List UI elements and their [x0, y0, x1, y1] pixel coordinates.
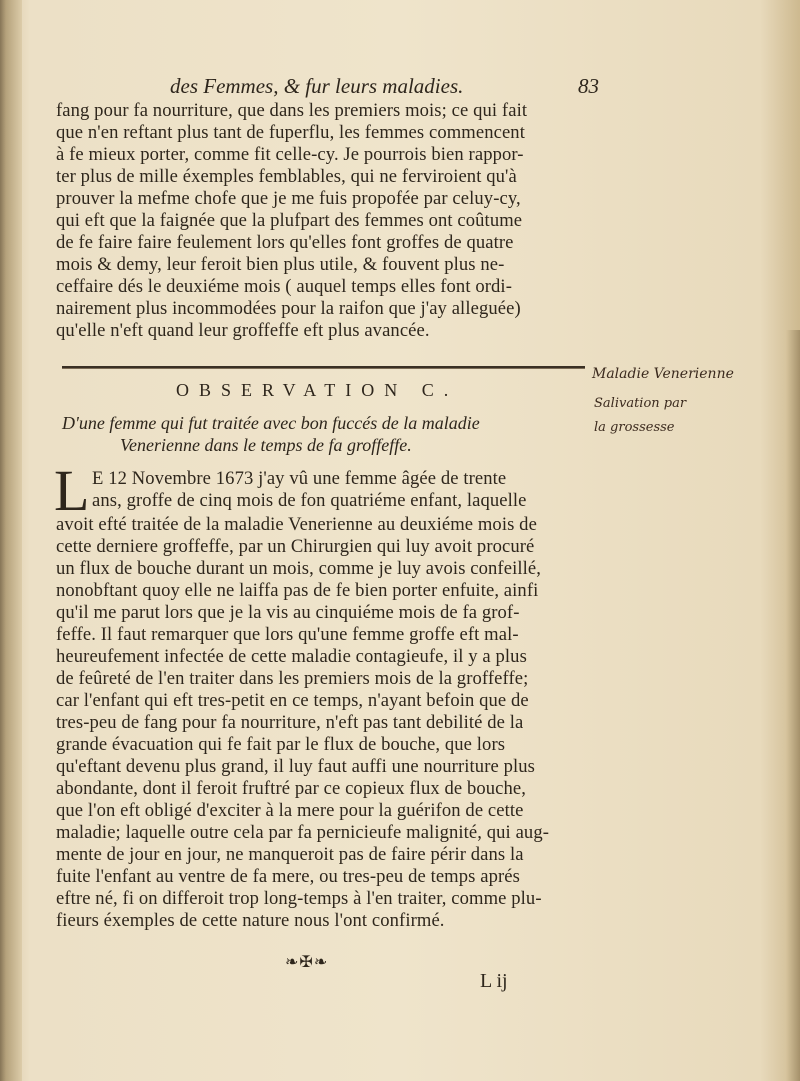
text-line: fuite l'enfant au ventre de fa mere, ou tres-peu de temps aprés	[56, 866, 520, 887]
text-line: nairement plus incommodées pour la raifon que j'ay alleguée)	[56, 298, 521, 319]
text-line: grande évacuation qui fe fait par le flux de bouche, que lors	[56, 734, 506, 755]
text-line: avoit efté traitée de la maladie Venerienne au deuxiéme mois de	[56, 514, 537, 535]
subtitle-line-2: Venerienne dans le temps de fa groffeffe.	[120, 435, 412, 455]
text-line: ans, groffe de cinq mois de fon quatriéme enfant, laquelle	[92, 490, 527, 511]
page-edge	[786, 330, 800, 1081]
text-line: que n'en reftant plus tant de fuperflu, les femmes commencent	[56, 122, 525, 143]
text-line: fieurs éxemples de cette nature nous l'ont confirmé.	[56, 910, 445, 931]
text-line: qui eft que la faignée que la plufpart des femmes ont coûtume	[56, 210, 523, 231]
text-line: qu'eftant devenu plus grand, il luy faut auffi une nourriture plus	[56, 756, 535, 777]
running-header: des Femmes, & fur leurs maladies.	[170, 74, 464, 98]
text-line: mente de jour en jour, ne manqueroit pas de faire périr dans la	[56, 844, 524, 865]
text-line: car l'enfant qui eft tres-petit en ce temps, n'ayant befoin que de	[56, 690, 529, 711]
text-line: ceffaire dés le deuxiéme mois ( auquel temps elles font ordi-	[56, 276, 512, 297]
page-number: 83	[578, 74, 599, 98]
text-line: mois & demy, leur feroit bien plus utile, & fouvent plus ne-	[56, 254, 505, 275]
margin-note-line2: Salivation par	[594, 396, 687, 411]
text-line: nonobftant quoy elle ne laiffa pas de fe bien porter enfuite, ainfi	[56, 580, 539, 601]
text-line: tres-peu de fang pour fa nourriture, n'eft pas tant debilité de la	[56, 712, 524, 733]
text-line: maladie; laquelle outre cela par fa pernicieufe malignité, qui aug-	[56, 822, 550, 843]
text-line: abondante, dont il feroit fruftré par ce copieux flux de bouche,	[56, 778, 527, 799]
text-line: feffe. Il faut remarquer que lors qu'une femme groffe eft mal-	[56, 624, 519, 645]
top-paragraph	[56, 100, 604, 342]
text-line: ter plus de mille éxemples femblables, qui ne ferviroient qu'à	[56, 166, 517, 187]
text-line: de feûreté de l'en traiter dans les premiers mois de la groffeffe;	[56, 668, 529, 689]
text-line: un flux de bouche durant un mois, comme je luy avois confeillé,	[56, 558, 541, 579]
text-line: heureufement infectée de cette maladie contagieufe, il y a plus	[56, 646, 527, 667]
section-rule	[62, 366, 585, 369]
body-paragraph	[56, 514, 596, 932]
text-line: qu'elle n'eft quand leur groffeffe eft plus avancée.	[56, 320, 430, 341]
observation-subtitle	[62, 412, 602, 456]
drop-capital: L	[54, 458, 90, 523]
observation-heading: OBSERVATION C.	[176, 380, 459, 400]
subtitle-line-1: D'une femme qui fut traitée avec bon fuccés de la maladie	[62, 413, 480, 433]
text-line: eftre né, fi on differoit trop long-temps à l'en traiter, comme plu-	[56, 888, 542, 909]
text-line: E 12 Novembre 1673 j'ay vû une femme âgée de trente	[92, 468, 507, 489]
text-line: qu'il me parut lors que je la vis au cinquiéme mois de fa grof-	[56, 602, 520, 623]
signature-mark: L ij	[480, 970, 508, 992]
text-line: à fe mieux porter, comme fit celle-cy. Je pourrois bien rappor-	[56, 144, 524, 165]
body-first-lines	[92, 468, 596, 512]
text-line: prouver la mefme chofe que je me fuis propofée par celuy-cy,	[56, 188, 521, 209]
text-line: que l'on eft obligé d'exciter à la mere pour la guérifon de cette	[56, 800, 524, 821]
text-line: cette derniere groffeffe, par un Chirurgien qui luy avoit procuré	[56, 536, 535, 557]
margin-note-line1: Maladie Venerienne	[592, 366, 734, 382]
text-line: fang pour fa nourriture, que dans les premiers mois; ce qui fait	[56, 100, 528, 121]
margin-note-line3: la grossesse	[594, 420, 675, 435]
text-line: de fe faire faire feulement lors qu'elles font groffes de quatre	[56, 232, 514, 253]
binding-gutter	[0, 0, 22, 1081]
ornament: ❧✠❧	[285, 954, 329, 971]
